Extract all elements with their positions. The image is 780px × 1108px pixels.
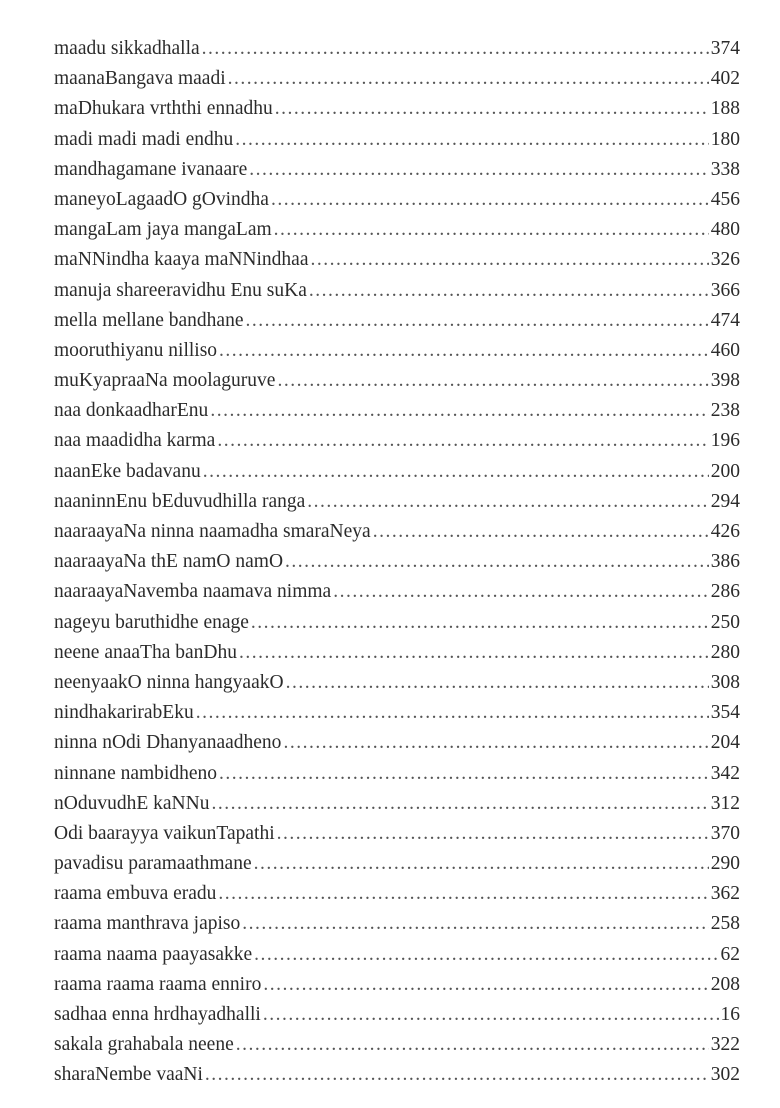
dot-leader — [249, 155, 708, 185]
toc-entry-page-number: 402 — [710, 68, 740, 90]
dot-leader — [210, 396, 708, 426]
toc-entry-page-number: 342 — [710, 762, 740, 784]
dot-leader — [211, 789, 708, 819]
dot-leader — [307, 487, 708, 517]
toc-entry-page-number: 16 — [720, 1004, 740, 1025]
toc-entry-title: mooruthiyanu nilliso — [54, 339, 218, 361]
toc-entry-page-number: 294 — [710, 490, 740, 512]
toc-entry-title: neene anaaTha banDhu — [54, 641, 237, 663]
toc-entry — [54, 577, 740, 607]
toc-entry-title: mangaLam jaya mangaLam — [54, 219, 272, 241]
dot-leader — [263, 1000, 719, 1030]
dot-leader — [263, 970, 708, 1000]
toc-entry — [54, 789, 740, 819]
toc-entry-page-number: 312 — [710, 792, 740, 814]
toc-entry — [54, 336, 740, 366]
toc-entry-page-number: 204 — [710, 732, 740, 754]
toc-entry-title: raama raama raama enniro — [54, 973, 262, 995]
toc-entry — [54, 64, 740, 94]
dot-leader — [285, 547, 709, 577]
dot-leader — [205, 1060, 709, 1090]
toc-entry-title: raama naama paayasakke — [54, 943, 253, 965]
toc-entry-title: naaraayaNa thE namO namO — [54, 551, 284, 573]
toc-entry-page-number: 386 — [710, 551, 740, 573]
toc-entry-page-number: 180 — [710, 128, 740, 150]
toc-entry-page-number: 426 — [710, 521, 740, 542]
toc-entry-title: naa donkaadharEnu — [54, 400, 209, 422]
toc-entry — [54, 970, 740, 1000]
toc-entry-title: Odi baarayya vaikunTapathi — [54, 822, 275, 844]
toc-entry-page-number: 62 — [720, 943, 740, 965]
toc-entry-page-number: 238 — [710, 400, 740, 422]
dot-leader — [277, 366, 708, 396]
dot-leader — [277, 819, 709, 849]
toc-entry-page-number: 322 — [710, 1034, 740, 1056]
toc-entry — [54, 215, 740, 245]
toc-entry-page-number: 338 — [710, 158, 740, 180]
toc-entry — [54, 276, 740, 306]
dot-leader — [235, 125, 708, 155]
dot-leader — [236, 1030, 709, 1060]
toc-entry — [54, 487, 740, 517]
dot-leader — [242, 909, 709, 939]
toc-entry-page-number: 460 — [710, 339, 740, 361]
toc-entry-page-number: 362 — [710, 883, 740, 905]
toc-entry — [54, 668, 740, 698]
toc-entry-title: raama embuva eradu — [54, 883, 217, 905]
toc-entry-title: nageyu baruthidhe enage — [54, 611, 249, 633]
toc-entry — [54, 1030, 740, 1060]
toc-entry-title: mandhagamane ivanaare — [54, 158, 248, 180]
toc-entry — [54, 396, 740, 426]
toc-entry-title: nindhakarirabEku — [54, 702, 194, 724]
toc-entry-title: neenyaakO ninna hangyaakO — [54, 671, 284, 693]
toc-entry-title: madi madi madi endhu — [54, 128, 234, 150]
toc-entry-page-number: 258 — [710, 913, 740, 935]
toc-entry — [54, 125, 740, 155]
toc-entry-title: pavadisu paramaathmane — [54, 853, 252, 875]
toc-entry — [54, 909, 740, 939]
toc-entry — [54, 728, 740, 758]
toc-entry-title: raama manthrava japiso — [54, 913, 241, 935]
toc-entry-title: maneyoLagaadO gOvindha — [54, 188, 269, 210]
dot-leader — [283, 728, 708, 758]
dot-leader — [271, 185, 709, 215]
toc-entry — [54, 306, 740, 336]
dot-leader — [251, 608, 709, 638]
toc-entry — [54, 94, 740, 124]
toc-entry-page-number: 480 — [710, 219, 740, 241]
toc-entry-page-number: 398 — [710, 370, 740, 392]
dot-leader — [373, 517, 709, 547]
toc-entry-page-number: 370 — [710, 822, 740, 844]
toc-entry — [54, 608, 740, 638]
toc-entry-title: maanaBangava maadi — [54, 68, 226, 90]
toc-entry-title: sharaNembe vaaNi — [54, 1064, 203, 1086]
toc-entry — [54, 1000, 740, 1030]
dot-leader — [239, 638, 709, 668]
toc-entry — [54, 638, 740, 668]
toc-entry — [54, 34, 740, 64]
toc-entry-page-number: 308 — [710, 671, 740, 693]
toc-entry-page-number: 196 — [710, 430, 740, 452]
toc-entry-page-number: 326 — [710, 249, 740, 271]
dot-leader — [218, 879, 708, 909]
toc-entry — [54, 457, 740, 487]
dot-leader — [254, 849, 709, 879]
dot-leader — [246, 306, 709, 336]
toc-entry-title: nOduvudhE kaNNu — [54, 792, 210, 814]
toc-entry — [54, 426, 740, 456]
toc-entry-page-number: 456 — [710, 188, 740, 210]
dot-leader — [228, 64, 709, 94]
toc-entry-page-number: 354 — [710, 702, 740, 724]
toc-entry-page-number: 366 — [710, 279, 740, 301]
toc-entry-page-number: 302 — [710, 1064, 740, 1086]
dot-leader — [219, 759, 709, 789]
toc-entry — [54, 819, 740, 849]
toc-entry-title: ninnane nambidheno — [54, 762, 217, 784]
toc-entry-title: maadu sikkadhalla — [54, 38, 200, 59]
dot-leader — [275, 94, 709, 124]
toc-entry — [54, 698, 740, 728]
dot-leader — [203, 457, 709, 487]
toc-entry — [54, 185, 740, 215]
toc-entry-page-number: 200 — [710, 460, 740, 482]
toc-entry — [54, 366, 740, 396]
dot-leader — [217, 426, 708, 456]
toc-entry-page-number: 250 — [710, 611, 740, 633]
toc-entry-title: naaraayaNavemba naamava nimma — [54, 581, 332, 603]
dot-leader — [311, 245, 709, 275]
toc-entry — [54, 517, 740, 547]
toc-entry-title: mella mellane bandhane — [54, 309, 244, 331]
dot-leader — [333, 577, 709, 607]
toc-entry — [54, 879, 740, 909]
toc-entry-title: maDhukara vrththi ennadhu — [54, 98, 273, 120]
toc-entry-page-number: 208 — [710, 973, 740, 995]
toc-entry — [54, 1060, 740, 1090]
dot-leader — [219, 336, 709, 366]
toc-entry-title: muKyapraaNa moolaguruve — [54, 370, 276, 392]
toc-entry — [54, 547, 740, 577]
toc-entry-page-number: 188 — [710, 98, 740, 120]
dot-leader — [286, 668, 709, 698]
toc-entry — [54, 155, 740, 185]
dot-leader — [254, 940, 718, 970]
toc-entry-title: ninna nOdi Dhanyanaadheno — [54, 732, 282, 754]
table-of-contents — [54, 34, 740, 1091]
toc-entry-page-number: 280 — [710, 641, 740, 663]
toc-entry-title: naaraayaNa ninna naamadha smaraNeya — [54, 521, 371, 542]
toc-entry-title: naanEke badavanu — [54, 460, 201, 482]
toc-entry — [54, 849, 740, 879]
toc-entry-title: naa maadidha karma — [54, 430, 216, 452]
toc-entry-title: sakala grahabala neene — [54, 1034, 234, 1056]
toc-entry-page-number: 374 — [710, 38, 740, 59]
dot-leader — [309, 276, 709, 306]
toc-entry — [54, 940, 740, 970]
toc-entry — [54, 759, 740, 789]
toc-entry-page-number: 286 — [710, 581, 740, 603]
toc-entry-title: naaninnEnu bEduvudhilla ranga — [54, 490, 306, 512]
dot-leader — [202, 34, 709, 64]
dot-leader — [274, 215, 709, 245]
toc-entry-title: sadhaa enna hrdhayadhalli — [54, 1004, 261, 1025]
toc-entry — [54, 245, 740, 275]
toc-entry-title: manuja shareeravidhu Enu suKa — [54, 279, 307, 301]
toc-entry-title: maNNindha kaaya maNNindhaa — [54, 249, 309, 271]
dot-leader — [196, 698, 709, 728]
toc-entry-page-number: 290 — [710, 853, 740, 875]
toc-entry-page-number: 474 — [710, 309, 740, 331]
